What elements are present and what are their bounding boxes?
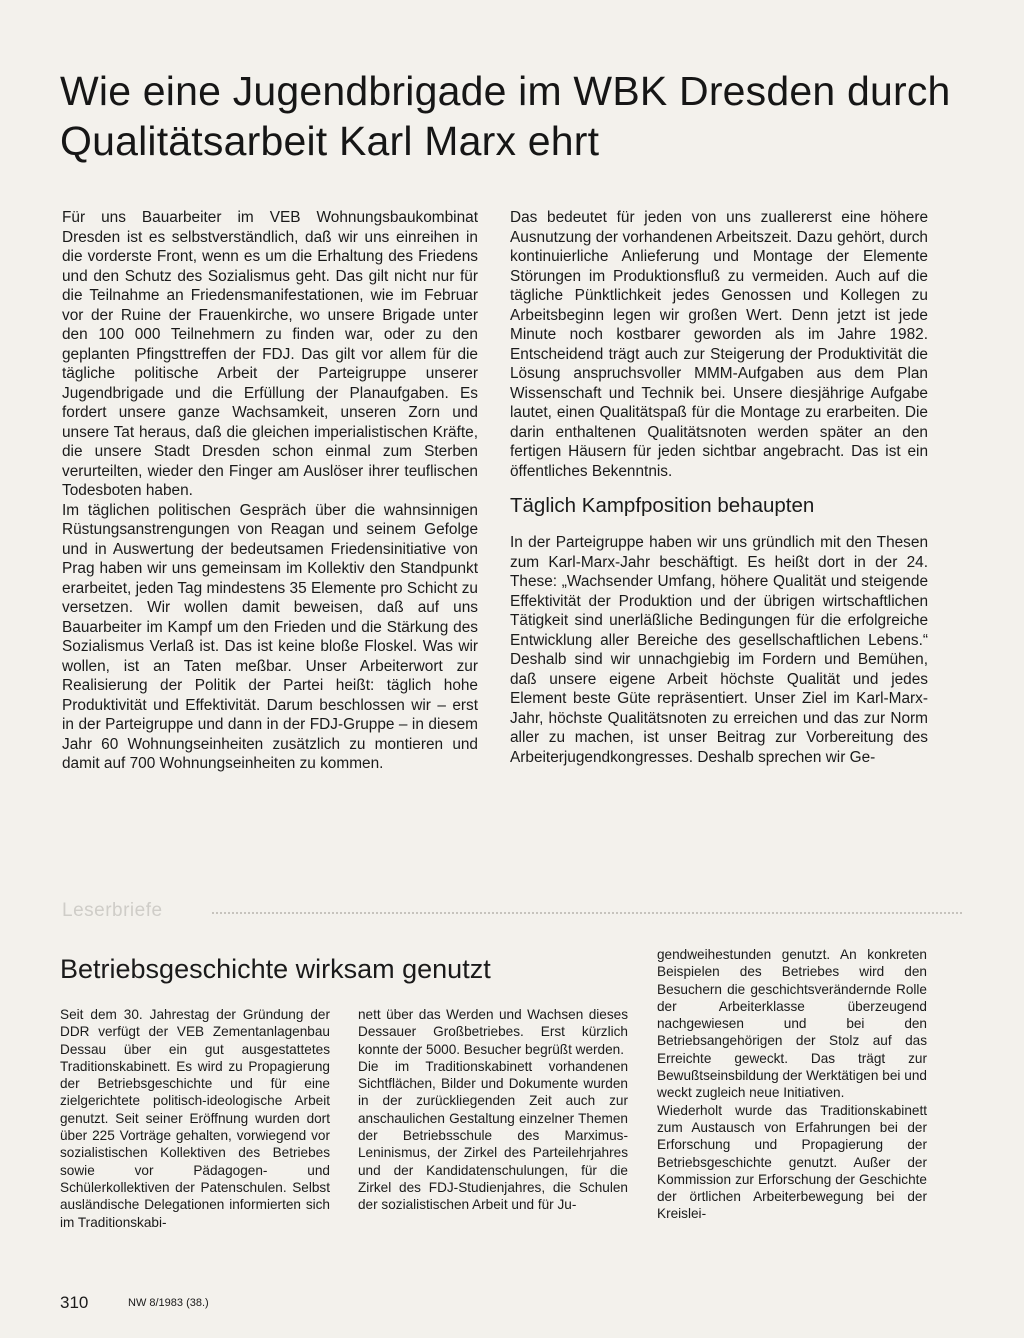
article-subheading: Täglich Kampfposition behaupten (510, 494, 815, 517)
section-separator (62, 898, 962, 926)
page-footer (0, 1293, 1024, 1317)
letter-paragraph: nett über das Werden und Wachsen dieses Dessauer Großbetriebes. Erst kürzlich konnte der 5000. Besucher begrüßt werden. (358, 1007, 628, 1057)
article-column-left (62, 208, 478, 774)
article-paragraph: Das bedeutet für jeden von uns zuallererst eine höhere Ausnutzung der vorhandenen Arbeitszeit. Dazu gehört, durch kontinuierliche Anlieferung und Montage der Elemente Störungen im Produktionsfluß zu vermeiden. Auch auf die tägliche Pünktlichkeit jedes Genossen und Kollegen zu Arbeitsbeginn legen wir großen Wert. Denn jetzt ist jede Minute noch kostbarer geworden als im Jahre 1982. Entscheidend trägt auch zur Steigerung der Produktivität die Lösung anspruchsvoller MMM-Aufgaben aus dem Plan Wissenschaft und Technik bei. Unsere diesjährige Aufgabe lautet, einen Qualitätspaß für die Montage zu erarbeiten. Die darin enthaltenen Qualitätsnoten werden später an den fertigen Häusern für jeden sichtbar angebracht. Das ist ein öffentliches Bekenntnis. (510, 209, 928, 480)
article-paragraph: Im täglichen politischen Gespräch über die wahnsinnigen Rüstungsanstrengungen von Reagan und seinem Gefolge und in Auswertung der bedeutsamen Friedensinitiative von Prag haben wir uns gemeinsam im Kollektiv den Standpunkt erarbeitet, jeden Tag mindestens 35 Elemente pro Schicht zu versetzen. Wir wollen damit beweisen, daß auf uns Bauarbeiter im Kampf um den Frieden und die Stärkung des Sozialismus Verlaß ist. Das ist keine bloße Floskel. Was wir wollen, ist an Taten meßbar. Unser Arbeiterwort zur Realisierung der Politik der Partei heißt: täglich hohe Produktivität und Effektivität. Darum beschlossen wir – erst in der Parteigruppe und dann in der FDJ-Gruppe – in diesem Jahr 60 Wohnungseinheiten zusätzlich zu montieren und damit auf 700 Wohnungseinheiten zu kommen. (62, 501, 478, 772)
article-headline: Wie eine Jugendbrigade im WBK Dresden durch Qualitätsarbeit Karl Marx ehrt (60, 68, 951, 164)
article-column-right (510, 208, 928, 767)
page-number: 310 (60, 1293, 89, 1312)
letter-paragraph: Die im Traditionskabinett vorhandenen Sichtflächen, Bilder und Dokumente wurden in der zurückliegenden Zeit auch zur anschaulichen Gestaltung einzelner Themen der Betriebsschule des Marximus-Leninismus, der Zirkel des Parteilehrjahres und der Kandidatenschulungen, für die Zirkel des FDJ-Studienjahres, die Schulen der sozialistischen Arbeit und für Ju- (358, 1058, 628, 1213)
article-paragraph: In der Parteigruppe haben wir uns gründlich mit den Thesen zum Karl-Marx-Jahr beschäftigt. Es heißt dort in der 24. These: „Wachsender Umfang, höhere Qualität und steigende Effektivität der Produktion und der übrigen wirtschaftlichen Tätigkeit sind unerläßliche Bedingungen für die erfolgreiche Entwicklung aller Bereiche des gesellschaftlichen Lebens.“ Deshalb sind wir unnachgiebig im Fordern und Bemühen, daß unsere eigene Arbeit höchste Qualität und jedes Element beste Güte repräsentiert. Unser Ziel im Karl-Marx-Jahr, höchste Qualitätsnoten zu erreichen und das zur Norm aller zu machen, ist unser Beitrag zur Vorbereitung des Arbeiterjugendkongresses. Deshalb sprechen wir Ge- (510, 534, 928, 766)
letter-paragraph: Seit dem 30. Jahrestag der Gründung der DDR verfügt der VEB Zementanlagenbau Dessau über ein gut ausgestattetes Traditionskabinett. Es wird zu Propagierung der Betriebsgeschichte und für eine zielgerichtete politisch-ideologische Arbeit genutzt. Seit seiner Eröffnung wurden dort über 225 Vorträge gehalten, vorwiegend vor sozialistischen Kollektiven des Betriebes sowie vor Pädagogen- und Schülerkollektiven der Patenschulen. Selbst ausländische Delegationen informierten sich im Traditionskabi- (60, 1007, 330, 1230)
letter-column-1 (60, 1006, 330, 1231)
dotted-divider (212, 912, 962, 914)
issue-reference: NW 8/1983 (38.) (128, 1297, 209, 1309)
letter-paragraph: Wiederholt wurde das Traditionskabinett zum Austausch von Erfahrungen bei der Erforschung und Propagierung der Betriebsgeschichte genutzt. Außer der Kommission zur Erforschung der Geschichte der örtlichen Arbeiterbewegung bei der Kreislei- (657, 1102, 927, 1222)
article-paragraph: Für uns Bauarbeiter im VEB Wohnungsbaukombinat Dresden ist es selbstverständlich, daß wir uns einreihen in die vorderste Front, wenn es um die Erhaltung des Friedens und den Schutz des Sozialismus geht. Das gilt nicht nur für die Teilnahme an Friedensmanifestationen, wie im Februar vor der Ruine der Frauenkirche, wo unsere Brigade unter den 100 000 Teilnehmern zu finden war, oder zu den geplanten Pfingsttreffen der FDJ. Das gilt vor allem für die tägliche politische Arbeit der Parteigruppe unserer Jugendbrigade und die Erfüllung der Planaufgaben. Es fordert unsere ganze Wachsamkeit, unseren Zorn und unsere Tat heraus, daß die gleichen imperialistischen Kräfte, die unsere Stadt Dresden schon einmal zum Sterben verurteilten, wieder den Finger am Auslöser ihrer teuflischen Todesboten haben. (62, 209, 478, 499)
letter-column-2 (358, 1006, 628, 1214)
letter-paragraph: gendweihestunden genutzt. An konkreten Beispielen des Betriebes wird den Besuchern die geschichtsverändernde Rolle der Arbeiterklasse überzeugend nachgewiesen und bei den Betriebsangehörigen der Stolz auf das Erreichte geweckt. Das trägt zur Bewußtseinsbildung der Werktätigen bei und weckt zugleich neue Initiativen. (657, 947, 927, 1101)
section-label: Leserbriefe (62, 900, 163, 921)
letter-headline: Betriebsgeschichte wirksam genutzt (60, 954, 491, 984)
letter-column-3 (657, 946, 927, 1223)
